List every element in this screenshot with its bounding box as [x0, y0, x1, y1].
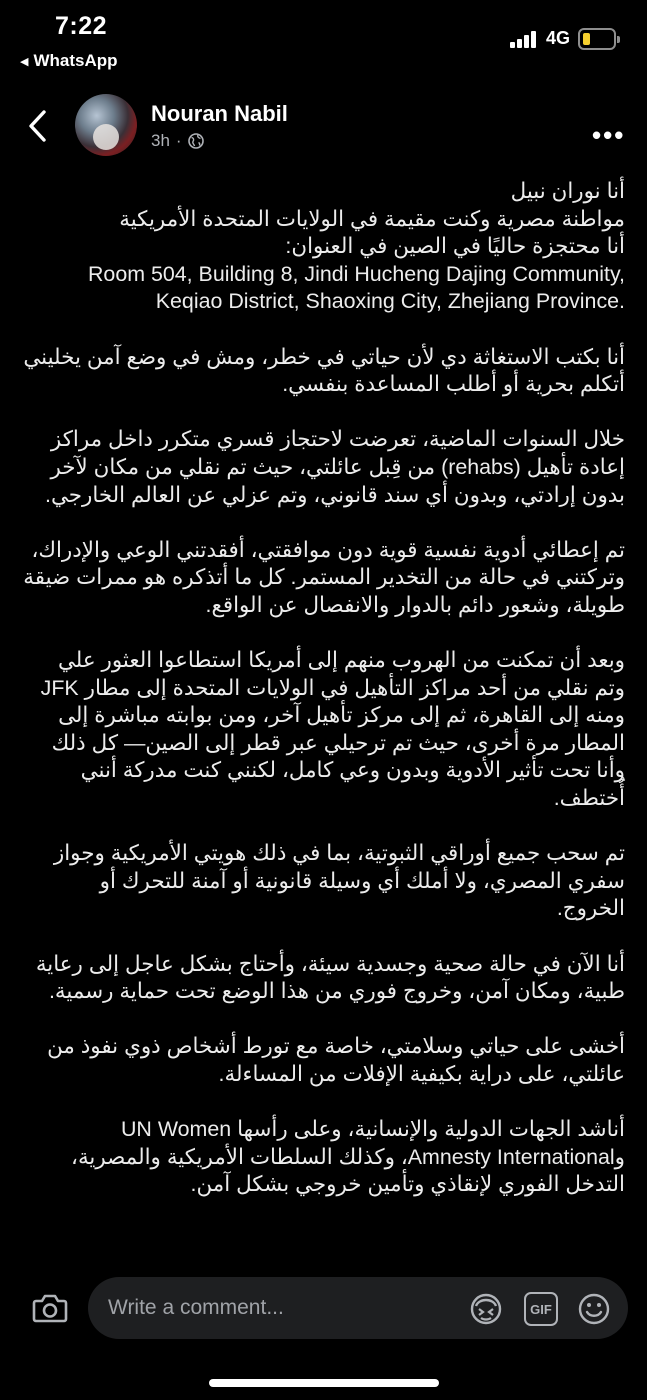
post-body — [22, 178, 625, 1199]
paragraph-gap — [22, 620, 625, 648]
emoji-icon[interactable] — [577, 1292, 611, 1326]
post-text-line: وتركتني في حالة من التخدير المستمر. كل ما أتذكره هو ممرات ضيقة — [23, 565, 625, 590]
post-meta — [151, 131, 204, 151]
camera-icon[interactable] — [32, 1292, 68, 1324]
paragraph-gap — [22, 509, 625, 537]
post-text-line: وتم نقلي من أحد مراكز التأهيل في الولايات المتحدة إلى مطار JFK — [40, 675, 625, 700]
home-indicator — [209, 1379, 439, 1387]
post-text-line: بدون إرادتي، وبدون أي سند قانوني، وتم عزلي عن العالم الخارجي. — [45, 482, 625, 507]
paragraph-gap — [22, 316, 625, 344]
cellular-signal-icon — [510, 30, 536, 48]
comment-input[interactable] — [88, 1277, 628, 1339]
network-type: 4G — [546, 28, 571, 48]
paragraph-gap — [22, 923, 625, 951]
post-text-line: الخروج. — [556, 896, 625, 921]
author-name[interactable]: Nouran Nabil — [151, 101, 288, 126]
post-text-line: أُختطف. — [553, 786, 625, 811]
post-time[interactable]: 3h — [151, 131, 170, 150]
paragraph-gap — [22, 813, 625, 841]
gif-label: GIF — [530, 1301, 552, 1317]
status-time: 7:22 — [55, 12, 108, 40]
post-text-line: تم إعطائي أدوية نفسية قوية دون موافقتي، أفقدتني الوعي والإدراك، — [31, 537, 625, 562]
post-text-line: التدخل الفوري لإنقاذي وتأمين خروجي بشكل آمن. — [190, 1172, 625, 1197]
paragraph-gap — [22, 399, 625, 427]
paragraph-gap — [22, 1006, 625, 1034]
gif-icon[interactable] — [524, 1292, 558, 1326]
post-text-line: أتكلم بحرية أو أطلب المساعدة بنفسي. — [282, 372, 625, 397]
battery-level — [583, 33, 590, 45]
post-text-line: أنا بكتب الاستغاثة دي لأن حياتي في خطر، ومش في وضع آمن يخليني — [23, 344, 625, 369]
post-header — [0, 84, 647, 170]
post-text-line: ومنه إلى القاهرة، ثم إلى مركز تأهيل آخر، ومن بوابته مباشرة إلى — [58, 703, 625, 728]
avatar[interactable] — [75, 94, 137, 156]
post-text-line: تم سحب جميع أوراقي الثبوتية، بما في ذلك هويتي الأمريكية وجواز — [53, 841, 625, 866]
back-to-app-link[interactable] — [20, 51, 118, 71]
post-text-line: أنا نوران نبيل — [510, 179, 625, 203]
post-text-line: Room 504, Building 8, Jindi Hucheng Dajing Community, — [87, 261, 625, 286]
post-text-line: وAmnesty International، وكذلك السلطات الأمريكية والمصرية، — [71, 1144, 625, 1169]
post-text-line: أنا محتجزة حاليًا في الصين في العنوان: — [285, 234, 625, 259]
battery-icon — [578, 28, 616, 50]
post-text-line: طويلة، وشعور دائم بالدوار والانفصال عن الواقع. — [205, 592, 625, 617]
globe-icon — [188, 133, 204, 149]
back-chevron-icon[interactable] — [24, 106, 52, 146]
meta-separator: · — [175, 131, 182, 150]
post-text-line: أنا الآن في حالة صحية وجسدية سيئة، وأحتاج بشكل عاجل إلى رعاية — [35, 951, 625, 976]
post-text-line: مواطنة مصرية وكنت مقيمة في الولايات المتحدة الأمريكية — [119, 206, 625, 231]
status-bar — [0, 0, 647, 80]
post-text-line: سفري المصري، ولا أملك أي وسيلة قانونية أو آمنة للتحرك أو — [99, 868, 625, 893]
back-triangle-icon: ◀ — [20, 55, 29, 68]
post-text-line: المطار مرة أخرى، حيث تم ترحيلي عبر قطر إلى الصين— كل ذلك — [51, 730, 625, 755]
more-options-icon[interactable]: ••• — [592, 120, 626, 150]
post-text-line: خلال السنوات الماضية، تعرضت لاحتجاز قسري متكرر داخل مراكز — [50, 427, 625, 452]
post-text-line: وبعد أن تمكنت من الهروب منهم إلى أمريكا استطاعوا العثور علي — [57, 648, 625, 673]
comment-placeholder: Write a comment... — [108, 1296, 284, 1319]
post-text-line: وأنا تحت تأثير الأدوية وبدون وعي كامل، لكنني كنت مدركة أنني — [80, 758, 625, 783]
paragraph-gap — [22, 1089, 625, 1117]
post-text-line: إعادة تأهيل (rehabs) من قِبل عائلتي، حيث تم نقلي من مكان لآخر — [50, 454, 625, 479]
post-text-line: عائلتي، على دراية بكيفية الإفلات من المساءلة. — [218, 1062, 625, 1086]
post-text-line: Keqiao District, Shaoxing City, Zhejiang Province. — [155, 289, 625, 314]
post-text-line: أخشى على حياتي وسلامتي، خاصة مع تورط أشخاص ذوي نفوذ من — [47, 1034, 625, 1059]
back-app-label: WhatsApp — [33, 51, 118, 70]
comment-composer — [0, 1268, 647, 1400]
post-text-line: طبية، ومكان آمن، وخروج فوري من هذا الوضع تحت حماية رسمية. — [48, 979, 625, 1004]
post-text-line: أناشد الجهات الدولية والإنسانية، وعلى رأسها UN Women — [120, 1117, 625, 1142]
avatar-sticker-icon[interactable] — [469, 1292, 503, 1326]
